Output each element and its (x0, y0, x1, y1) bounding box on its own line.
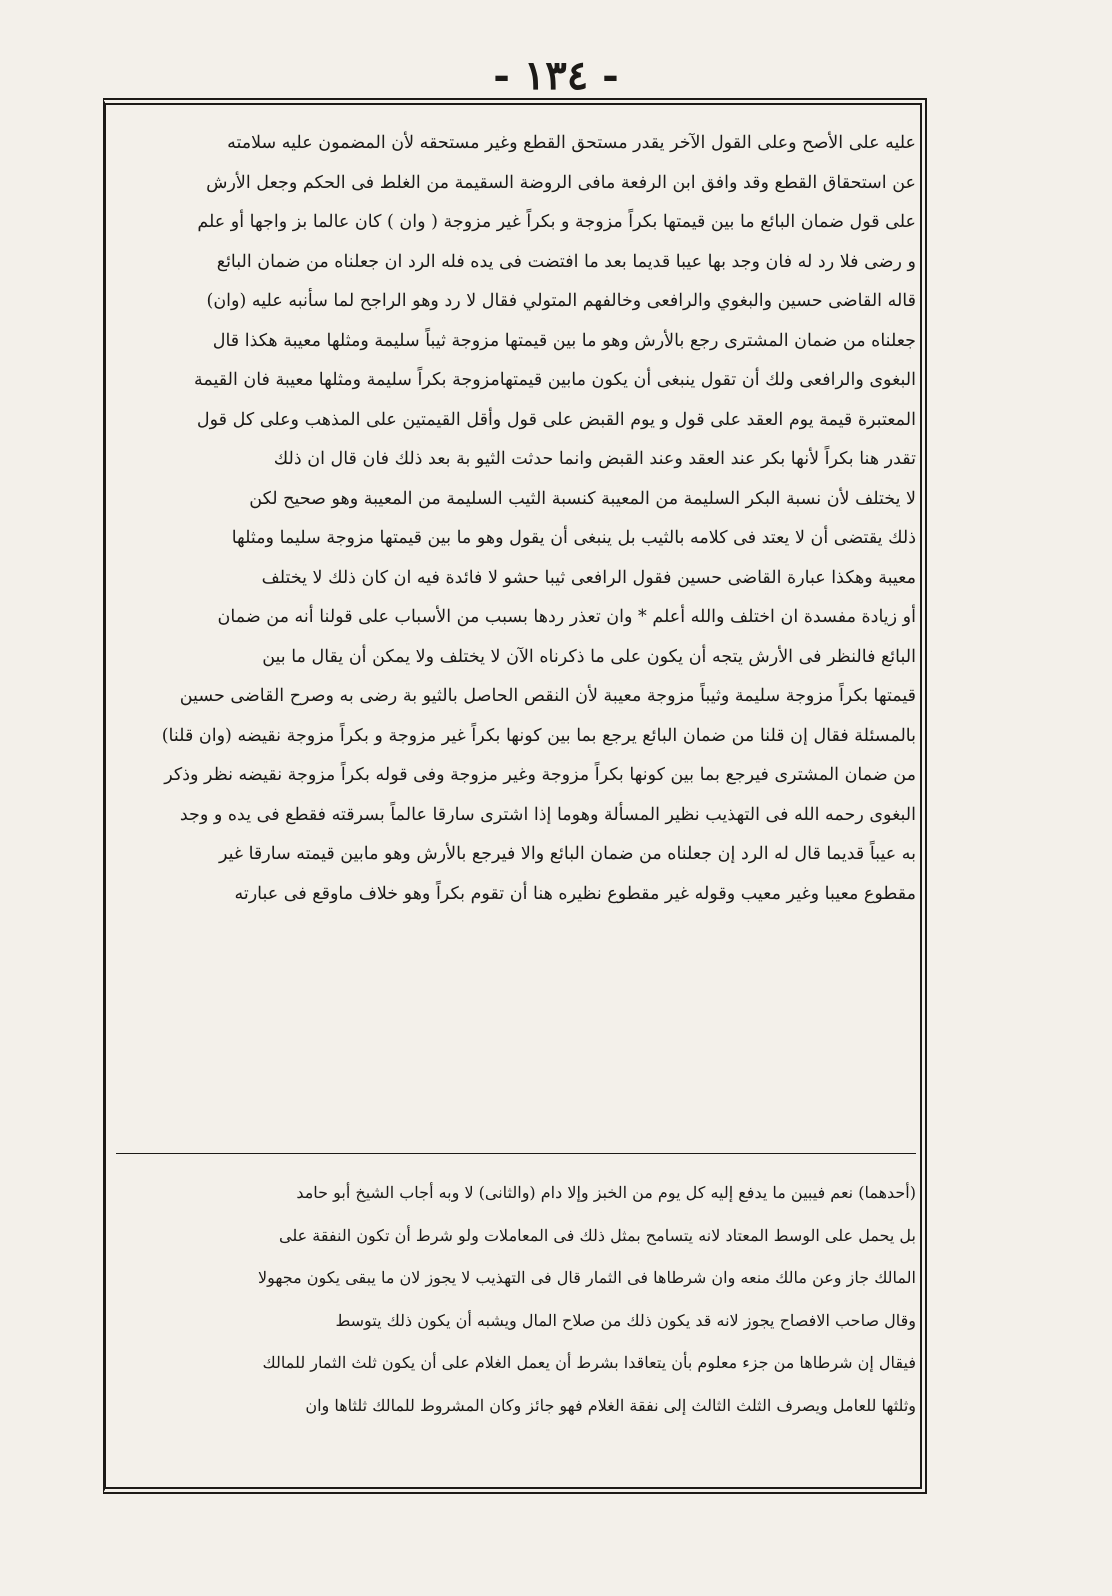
text-line: تقدر هنا بكراً لأنها بكر عند العقد وعند القبض وانما حدثت الثيو بة بعد ذلك فان قال ان ذلك (273, 449, 916, 469)
text-line: به عيباً قديما قال له الرد إن جعلناه من ضمان البائع والا فيرجع بالأرش وهو مابين قيمته سارقا غير (218, 844, 916, 864)
text-line: من ضمان المشترى فيرجع بما بين كونها بكراً مزوجة وغير مزوجة وفى قوله بكراً مزوجة نقيضه نظر وذكر (164, 765, 916, 785)
footnote-separator (116, 1153, 916, 1154)
main-text-block (116, 124, 916, 1130)
footnote-line: بل يحمل على الوسط المعتاد لانه يتسامح بمثل ذلك فى المعاملات ولو شرط أن تكون النفقة على (278, 1225, 916, 1245)
text-line: مقطوع معيبا وغير معيب وقوله غير مقطوع نظيره هنا أن تقوم بكراً وهو خلاف ماوقع فى عبارته (234, 883, 916, 904)
text-line: البغوى والرافعى ولك أن تقول ينبغى أن يكون مابين قيمتهامزوجة بكراً سليمة ومثلها معيبة فان القيمة (193, 370, 916, 390)
page-number: - ١٣٤ - (493, 52, 619, 99)
text-line: لا يختلف لأن نسبة البكر السليمة من المعيبة كنسبة الثيب السليمة من المعيبة وهو صحيح لكن (249, 488, 916, 509)
footnote-line: وقال صاحب الافصاح يجوز لانه قد يكون ذلك من صلاح المال ويشبه أن يكون ذلك يتوسط (335, 1310, 916, 1330)
text-line: ذلك يقتضى أن لا يعتد فى كلامه بالثيب بل ينبغى أن يقول وهو ما بين قيمتها مزوجة سليما ومثلها (231, 528, 916, 548)
text-line: بالمسئلة فقال إن قلنا من ضمان البائع يرجع بما بين كونها بكراً غير مزوجة و بكراً مزوجة نقيضه (وان قلنا) (161, 725, 916, 746)
footnote-line: وثلثها للعامل ويصرف الثلث الثالث إلى نفقة الغلام فهو جائز وكان المشروط للمالك ثلثاها وان (305, 1395, 916, 1415)
footnote-line: فيقال إن شرطاها من جزء معلوم بأن يتعاقدا بشرط أن يعمل الغلام على أن يكون ثلث الثمار للمالك (262, 1353, 916, 1372)
text-line: أو زيادة مفسدة ان اختلف والله أعلم * وان تعذر ردها بسبب من الأسباب على قولنا أنه من ضمان (217, 607, 916, 627)
text-line: جعلناه من ضمان المشترى رجع بالأرش وهو ما بين قيمتها مزوجة ثيباً سليمة ومثلها معيبة هكذا قال (212, 330, 916, 351)
text-line: معيبة وهكذا عبارة القاضى حسين فقول الرافعى ثيبا حشو لا فائدة فيه ان كان ذلك لا يختلف (261, 567, 916, 588)
text-line: البائع فالنظر فى الأرش يتجه أن يكون على ما ذكرناه الآن لا يختلف ولا يمكن أن يقال ما بين (262, 646, 916, 667)
text-line: البغوى رحمه الله فى التهذيب نظير المسألة وهوما إذا اشترى سارقا عالماً بسرقته فقطع فى يده و وجد (179, 804, 916, 825)
text-line: عن استحقاق القطع وقد وافق ابن الرفعة مافى الروضة السقيمة من الغلط فى الحكم وجعل الأرش (206, 172, 916, 193)
text-line: و رضى فلا رد له فان وجد بها عيبا قديما بعد ما افتضت فى يده فله الرد ان جعلناه من ضمان البائع (216, 251, 916, 272)
footnote-block (116, 1172, 916, 1427)
footnote-line: المالك جاز وعن مالك منعه وان شرطاها فى الثمار قال فى التهذيب لا يجوز لان ما يبقى يكون مجهولا (258, 1268, 916, 1287)
text-line: المعتبرة قيمة يوم العقد على قول و يوم القبض على قول وأقل القيمتين على المذهب وعلى كل قول (196, 409, 916, 430)
text-line: عليه على الأصح وعلى القول الآخر يقدر مستحق القطع وغير مستحقه لأن المضمون عليه سلامته (227, 133, 916, 153)
text-line: على قول ضمان البائع ما بين قيمتها بكراً مزوجة و بكراً غير مزوجة ( وان ) كان عالما بز واجها أو علم (197, 212, 916, 232)
text-line: قيمتها بكراً مزوجة سليمة وثيباً مزوجة معيبة لأن النقص الحاصل بالثيو بة رضى به وصرح القاضى حسين (179, 686, 916, 706)
text-line: قاله القاضى حسين والبغوي والرافعى وخالفهم المتولي فقال لا رد وهو الراجح لما سأنبه عليه (وان) (206, 291, 916, 311)
footnote-line: (أحدهما) نعم فيبين ما يدفع إليه كل يوم من الخبز وإلا دام (والثانى) لا وبه أجاب الشيخ أبو حامد (296, 1183, 916, 1202)
